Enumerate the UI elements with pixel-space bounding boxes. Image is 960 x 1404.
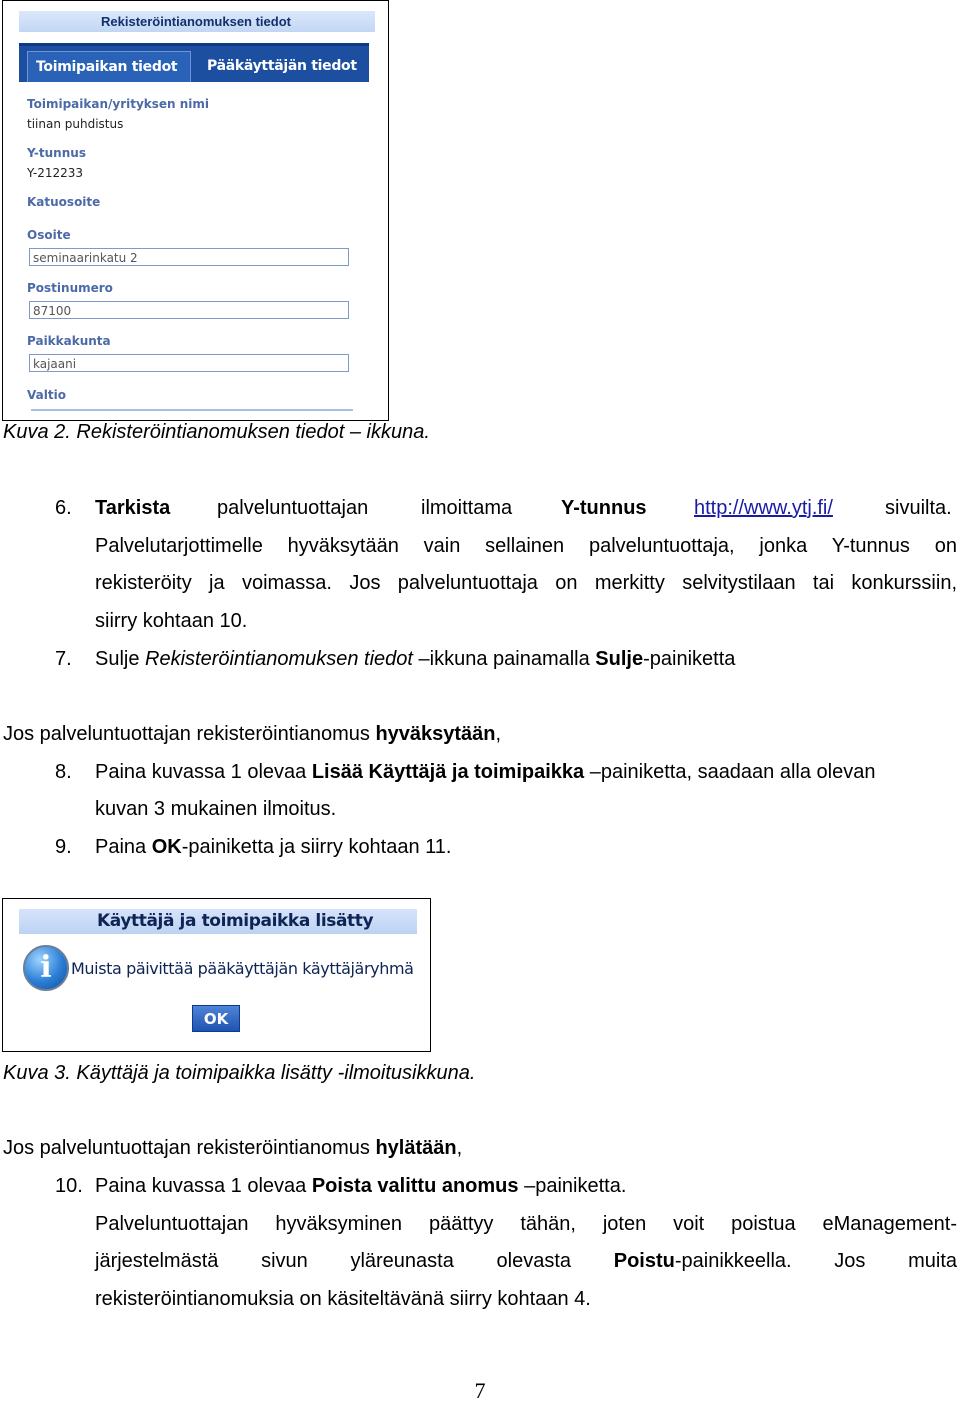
step-6-line-4: siirry kohtaan 10. [95,610,248,632]
page-number: 7 [474,1378,486,1403]
step-6-word-2: ilmoittama [421,497,513,519]
ok-button[interactable]: OK [192,1005,240,1032]
city-label: Paikkakunta [27,334,111,348]
tab-toimipaikan-tiedot[interactable]: Toimipaikan tiedot [27,51,191,82]
country-input-edge [31,409,353,411]
street-section-label: Katuosoite [27,195,101,209]
dialog-title: Käyttäjä ja toimipaikka lisätty [19,909,417,934]
company-name-value: tiinan puhdistus [27,117,124,131]
step-8-line-2: kuvan 3 mukainen ilmoitus. [95,798,337,820]
step-10-number: 10. [55,1175,83,1197]
ytj-link[interactable]: http://www.ytj.fi/ [694,497,833,519]
accepted-heading: Jos palveluntuottajan rekisteröintianomus hyväksytään, [3,723,502,745]
window-title: Rekisteröintianomuksen tiedot [19,11,375,32]
step-10-line-4: rekisteröintianomuksia on käsiteltävänä siirry kohtaan 4. [95,1288,591,1310]
step-9-text: Paina OK-painiketta ja siirry kohtaan 11. [95,836,452,858]
tab-paakayttajan-tiedot[interactable]: Pääkäyttäjän tiedot [207,58,357,74]
step-6-line-2: Palvelutarjottimelle hyväksytään vain sellainen palveluntuottaja, jonka Y-tunnus on [95,535,957,557]
step-8-text: Paina kuvassa 1 olevaa Lisää Käyttäjä ja toimipaikka –painiketta, saadaan alla olevan [95,761,876,783]
dialog-message: Muista päivittää pääkäyttäjän käyttäjäryhmä [71,959,414,978]
city-input[interactable]: kajaani [29,354,349,372]
company-name-label: Toimipaikan/yrityksen nimi [27,97,210,111]
step-6-word-ytunnus: Y-tunnus [561,497,647,519]
step-7-text: Sulje Rekisteröintianomuksen tiedot –ikkuna painamalla Sulje-painiketta [95,648,736,670]
postal-code-input[interactable]: 87100 [29,301,349,319]
step-6-number: 6. [55,497,72,519]
step-9-number: 9. [55,836,72,858]
ytunnus-value: Y-212233 [27,166,84,180]
figure-2-screenshot [2,0,389,421]
figure-2-caption: Kuva 2. Rekisteröintianomuksen tiedot – ikkuna. [3,421,430,443]
step-6-word-1: palveluntuottajan [217,497,369,519]
postal-code-label: Postinumero [27,281,113,295]
country-label: Valtio [27,388,66,402]
form-body [23,87,383,417]
step-6-word-sivuilta: sivuilta. [885,497,952,519]
step-8-number: 8. [55,761,72,783]
address-input[interactable]: seminaarinkatu 2 [29,248,349,266]
step-6-line-3: rekisteröity ja voimassa. Jos palveluntuottaja on merkitty selvitystilaan tai konkurssiin, [95,572,957,594]
rejected-heading: Jos palveluntuottajan rekisteröintianomus hylätään, [3,1137,463,1159]
figure-3-caption: Kuva 3. Käyttäjä ja toimipaikka lisätty -ilmoitusikkuna. [3,1062,476,1084]
ytunnus-label: Y-tunnus [27,146,86,160]
step-10-line-2: Palveluntuottajan hyväksyminen päättyy tähän, joten voit poistua eManagement- [95,1213,957,1235]
info-icon: i [23,945,69,991]
figure-3-dialog [2,898,431,1052]
step-7-number: 7. [55,648,72,670]
step-10-text: Paina kuvassa 1 olevaa Poista valittu anomus –painiketta. [95,1175,627,1197]
step-10-line-3: järjestelmästä sivun yläreunasta olevasta Poistu-painikkeella. Jos muita [95,1250,958,1272]
step-6-word-tarkista: Tarkista [95,497,171,519]
tab-bar [19,43,369,82]
address-label: Osoite [27,228,71,242]
